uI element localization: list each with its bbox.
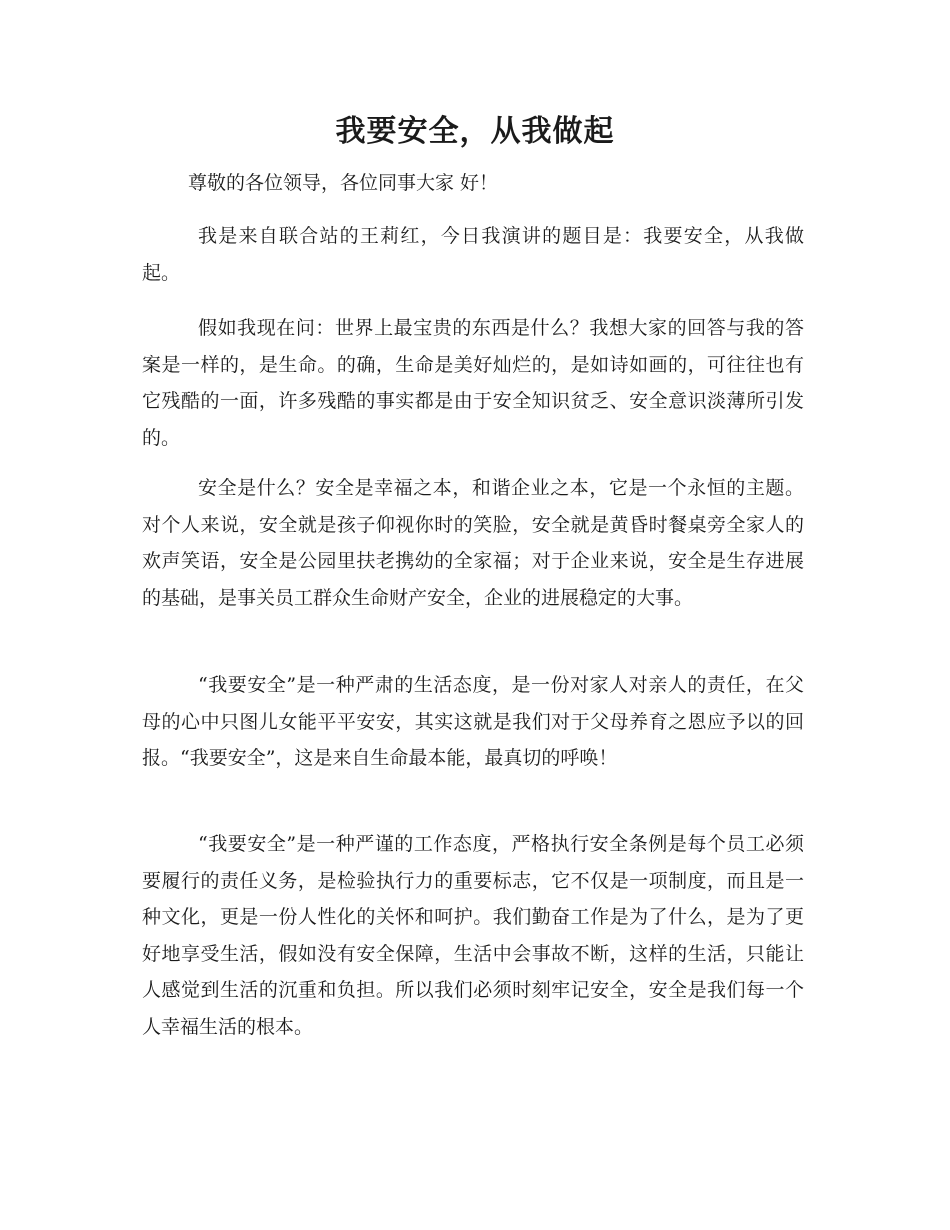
paragraph-4: “我要安全”是一种严肃的生活态度，是一份对家人对亲人的责任，在父母的心中只图儿女能平平安安，其实这就是我们对于父母养育之恩应予以的回报。“我要安全”，这是来自生命最本能，最真切的呼唤！ bbox=[142, 674, 804, 769]
paragraph-2: 假如我现在问：世界上最宝贵的东西是什么？我想大家的回答与我的答案是一样的，是生命。的确，生命是美好灿烂的，是如诗如画的，可往往也有它残酷的一面，许多残酷的事实都是由于安全知识贫乏、安全意识淡薄所引发的。 bbox=[142, 317, 804, 449]
greeting-line: 尊敬的各位领导，各位同事大家 好！ bbox=[188, 172, 499, 194]
document-title: 我要安全，从我做起 bbox=[335, 114, 615, 149]
paragraph-1: 我是来自联合站的王莉红，今日我演讲的题目是：我要安全，从我做起。 bbox=[142, 225, 804, 284]
paragraph-5: “我要安全”是一种严谨的工作态度，严格执行安全条例是每个员工必须要履行的责任义务，是检验执行力的重要标志，它不仅是一项制度，而且是一种文化，更是一份人性化的关怀和呵护。我们勤奋工作是为了什么，是为了更好地享受生活，假如没有安全保障，生活中会事故不断，这样的生活，只能让人感觉到生活的沉重和负担。所以我们必须时刻牢记安全，安全是我们每一个人幸福生活的根本。 bbox=[142, 833, 804, 1038]
paragraph-3: 安全是什么？安全是幸福之本，和谐企业之本，它是一个永恒的主题。对个人来说，安全就是孩子仰视你时的笑脸，安全就是黄昏时餐桌旁全家人的欢声笑语，安全是公园里扶老携幼的全家福；对于企业来说，安全是生存进展的基础，是事关员工群众生命财产安全，企业的进展稳定的大事。 bbox=[142, 477, 804, 609]
